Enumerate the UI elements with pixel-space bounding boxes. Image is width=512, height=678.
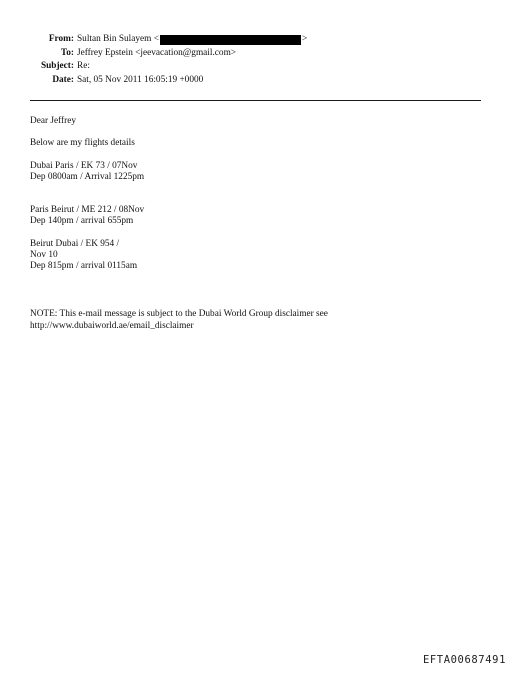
from-row: [0, 33, 512, 47]
flight-2-route: Paris Beirut / ME 212 / 08Nov: [30, 205, 145, 216]
to-row: [0, 47, 512, 61]
date-label: Date:: [52, 74, 74, 85]
flight-2: [30, 205, 480, 227]
flight-1: [30, 161, 480, 183]
flight-3-date: Nov 10: [30, 249, 58, 260]
subject-row: [0, 60, 512, 74]
flight-2-times: Dep 140pm / arrival 655pm: [30, 216, 134, 227]
intro: [30, 138, 480, 149]
email-body: [30, 116, 480, 343]
flight-3: [30, 239, 480, 273]
header-divider: [30, 100, 481, 101]
disclaimer-text: NOTE: This e-mail message is subject to the Dubai World Group disclaimer see: [30, 309, 328, 320]
from-label: From:: [48, 34, 74, 44]
flight-3-times: Dep 815pm / arrival 0115am: [30, 261, 138, 272]
document-id: EFTA00687491: [422, 654, 506, 666]
greeting-text: Dear Jeffrey: [30, 116, 77, 126]
to-value: Jeffrey Epstein <jeevacation@gmail.com>: [77, 47, 237, 58]
flight-1-times: Dep 0800am / Arrival 1225pm: [30, 171, 145, 182]
from-name: Sultan Bin Sulayem <: [77, 34, 159, 44]
subject-label: Subject:: [40, 61, 74, 72]
email-header: [0, 33, 512, 87]
date-value: Sat, 05 Nov 2011 16:05:19 +0000: [77, 74, 204, 85]
redaction-box: [160, 35, 301, 45]
disclaimer-note: [30, 309, 480, 331]
flight-3-route: Beirut Dubai / EK 954 /: [30, 238, 120, 249]
greeting: [30, 116, 480, 127]
disclaimer-link[interactable]: http://www.dubaiworld.ae/email_disclaimer: [30, 320, 194, 331]
from-email-close: >: [301, 34, 308, 44]
to-label: To:: [60, 47, 74, 58]
flight-1-route: Dubai Paris / EK 73 / 07Nov: [30, 160, 138, 171]
date-row: [0, 74, 512, 88]
intro-text: Below are my flights details: [30, 138, 135, 149]
subject-value: Re:: [77, 61, 90, 72]
